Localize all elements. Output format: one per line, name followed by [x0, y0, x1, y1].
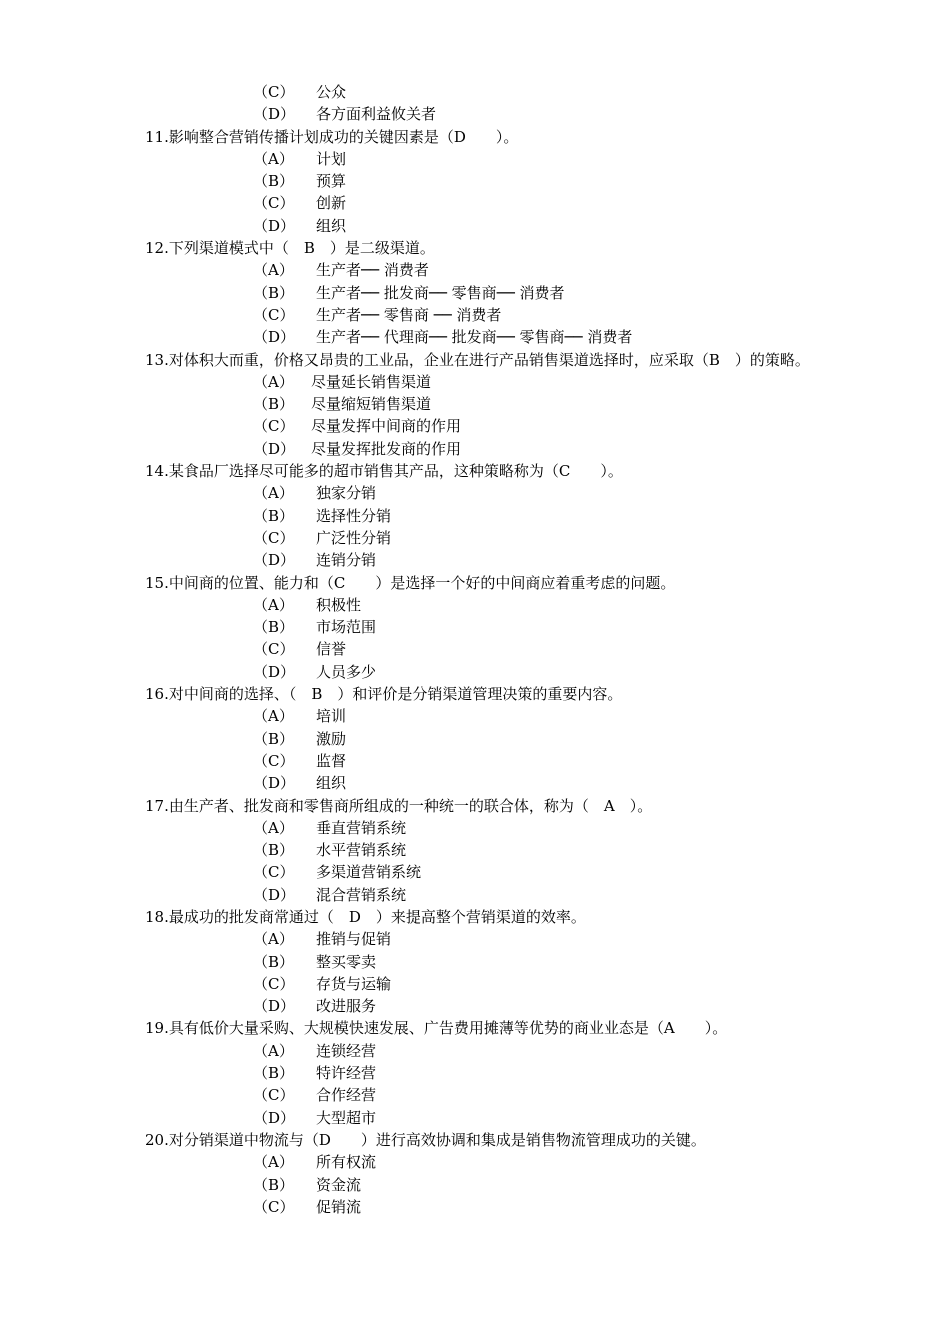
answer-option [0, 594, 950, 616]
answer-option [0, 393, 950, 415]
option-text: 信誉 [316, 640, 347, 659]
option-label: （B） [253, 1064, 295, 1083]
answer-option [0, 728, 950, 750]
option-label: （B） [253, 952, 295, 971]
option-label: （D） [253, 774, 296, 793]
option-label: （B） [253, 283, 295, 302]
option-label: （D） [253, 885, 296, 904]
option-text: 合作经营 [316, 1086, 377, 1105]
option-text: 积极性 [316, 595, 362, 614]
option-label: （C） [253, 1197, 295, 1216]
option-text: 资金流 [316, 1175, 362, 1194]
option-label: （B） [253, 506, 295, 525]
answer-option [0, 616, 950, 638]
answer-option [0, 995, 950, 1017]
option-label: （D） [253, 328, 296, 347]
option-label: （D） [253, 105, 296, 124]
answer-option [0, 1174, 950, 1196]
answer-option [0, 505, 950, 527]
answer-option [0, 549, 950, 571]
option-text: 尽量发挥批发商的作用 [311, 439, 462, 458]
option-text: 广泛性分销 [316, 528, 392, 547]
option-text: 培训 [316, 707, 347, 726]
option-text: 生产者── 批发商── 零售商── 消费者 [316, 283, 565, 302]
answer-option [0, 884, 950, 906]
answer-option [0, 839, 950, 861]
answer-option [0, 750, 950, 772]
option-text: 垂直营销系统 [316, 818, 407, 837]
answer-option [0, 371, 950, 393]
answer-option [0, 482, 950, 504]
option-text: 生产者── 代理商── 批发商── 零售商── 消费者 [316, 328, 633, 347]
option-label: （A） [253, 1041, 294, 1060]
option-text: 计划 [316, 149, 347, 168]
option-text: 连销分销 [316, 551, 377, 570]
option-text: 大型超市 [316, 1108, 377, 1127]
answer-option [0, 527, 950, 549]
option-text: 人员多少 [316, 662, 377, 681]
option-label: （B） [253, 729, 295, 748]
option-text: 存货与运输 [316, 974, 392, 993]
answer-option [0, 861, 950, 883]
answer-option [0, 282, 950, 304]
answer-option [0, 638, 950, 660]
question-text: 16.对中间商的选择、（ B ）和评价是分销渠道管理决策的重要内容。 [145, 685, 623, 704]
option-text: 推销与促销 [316, 930, 392, 949]
option-label: （B） [253, 841, 295, 860]
answer-option [0, 772, 950, 794]
answer-option [0, 1196, 950, 1218]
answer-option [0, 1084, 950, 1106]
option-text: 多渠道营销系统 [316, 863, 422, 882]
option-label: （C） [253, 528, 295, 547]
answer-option [0, 951, 950, 973]
question-text: 17.由生产者、批发商和零售商所组成的一种统一的联合体，称为（ A ）。 [145, 796, 653, 815]
option-text: 创新 [316, 194, 347, 213]
option-label: （C） [253, 305, 295, 324]
option-text: 各方面利益攸关者 [316, 105, 437, 124]
question-text: 19.具有低价大量采购、大规模快速发展、广告费用摊薄等优势的商业业态是（A ）。 [145, 1019, 728, 1038]
option-text: 尽量发挥中间商的作用 [311, 417, 462, 436]
answer-option [0, 973, 950, 995]
answer-option [0, 81, 950, 103]
option-text: 独家分销 [316, 484, 377, 503]
option-label: （B） [253, 172, 295, 191]
answer-option [0, 1107, 950, 1129]
option-label: （B） [253, 618, 295, 637]
option-text: 特许经营 [316, 1064, 377, 1083]
option-label: （C） [253, 640, 295, 659]
option-label: （C） [253, 863, 295, 882]
option-text: 促销流 [316, 1197, 362, 1216]
option-label: （D） [253, 439, 296, 458]
option-label: （A） [253, 484, 294, 503]
option-text: 改进服务 [316, 997, 377, 1016]
question-text: 20.对分销渠道中物流与（D ）进行高效协调和集成是销售物流管理成功的关键。 [145, 1130, 706, 1149]
option-label: （C） [253, 417, 295, 436]
answer-option [0, 1040, 950, 1062]
answer-option [0, 304, 950, 326]
question-text: 18.最成功的批发商常通过（ D ）来提高整个营销渠道的效率。 [145, 907, 586, 926]
answer-option [0, 705, 950, 727]
option-label: （C） [253, 751, 295, 770]
answer-option [0, 438, 950, 460]
option-label: （B） [253, 395, 295, 414]
option-label: （C） [253, 1086, 295, 1105]
document-page [0, 81, 950, 1218]
option-text: 生产者── 消费者 [316, 261, 429, 280]
answer-option [0, 661, 950, 683]
option-label: （D） [253, 1108, 296, 1127]
question-text: 14.某食品厂选择尽可能多的超市销售其产品，这种策略称为（C ）。 [145, 462, 623, 481]
option-label: （A） [253, 261, 294, 280]
answer-option [0, 103, 950, 125]
option-text: 尽量延长销售渠道 [311, 372, 432, 391]
option-text: 组织 [316, 216, 347, 235]
answer-option [0, 170, 950, 192]
answer-option [0, 928, 950, 950]
option-label: （A） [253, 1153, 294, 1172]
option-label: （D） [253, 551, 296, 570]
option-label: （A） [253, 707, 294, 726]
answer-option [0, 817, 950, 839]
option-label: （D） [253, 662, 296, 681]
answer-option [0, 1062, 950, 1084]
option-text: 选择性分销 [316, 506, 392, 525]
option-text: 所有权流 [316, 1153, 377, 1172]
option-text: 水平营销系统 [316, 841, 407, 860]
question-text: 15.中间商的位置、能力和（C ）是选择一个好的中间商应着重考虑的问题。 [145, 573, 676, 592]
option-text: 预算 [316, 172, 347, 191]
option-label: （A） [253, 372, 294, 391]
option-text: 公众 [316, 83, 347, 101]
option-label: （C） [253, 974, 295, 993]
question-text: 11.影响整合营销传播计划成功的关键因素是（D ）。 [145, 127, 519, 146]
option-text: 组织 [316, 774, 347, 793]
answer-option [0, 415, 950, 437]
option-label: （A） [253, 149, 294, 168]
option-text: 激励 [316, 729, 347, 748]
question-text: 13.对体积大而重，价格又昂贵的工业品，企业在进行产品销售渠道选择时，应采取（B ）的策略。 [145, 350, 810, 369]
option-label: （A） [253, 595, 294, 614]
option-text: 市场范围 [316, 618, 377, 637]
option-text: 连锁经营 [316, 1041, 377, 1060]
question-text: 12.下列渠道模式中（ B ）是二级渠道。 [145, 239, 435, 258]
option-text: 尽量缩短销售渠道 [311, 395, 432, 414]
option-label: （D） [253, 997, 296, 1016]
answer-option [0, 259, 950, 281]
option-text: 整买零卖 [316, 952, 377, 971]
option-label: （B） [253, 1175, 295, 1194]
answer-option [0, 326, 950, 348]
option-label: （C） [253, 194, 295, 213]
option-label: （C） [253, 83, 295, 101]
option-text: 混合营销系统 [316, 885, 407, 904]
option-text: 生产者── 零售商 ── 消费者 [316, 305, 502, 324]
answer-option [0, 148, 950, 170]
answer-option [0, 1151, 950, 1173]
answer-option [0, 215, 950, 237]
option-label: （A） [253, 930, 294, 949]
option-label: （A） [253, 818, 294, 837]
option-text: 监督 [316, 751, 347, 770]
answer-option [0, 192, 950, 214]
option-label: （D） [253, 216, 296, 235]
